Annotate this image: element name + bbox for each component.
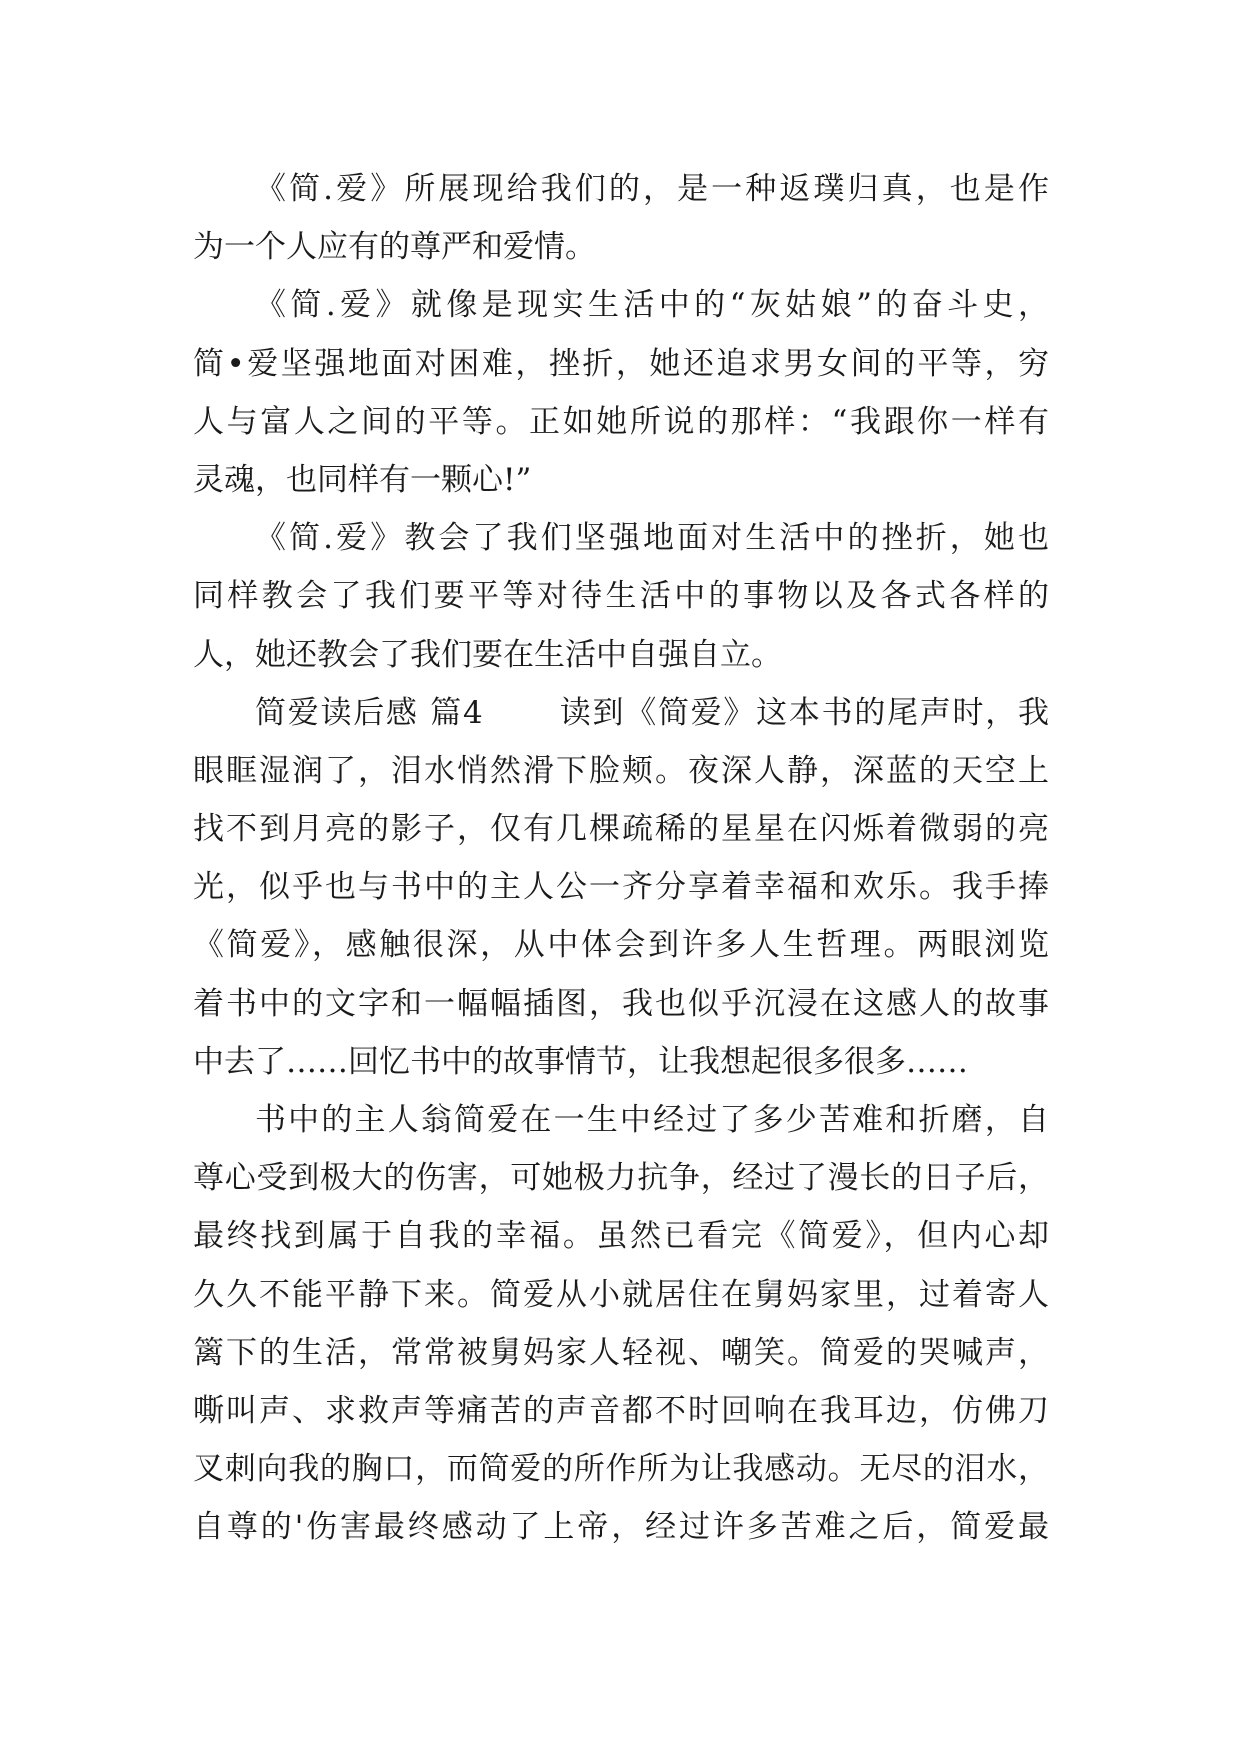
paragraph-line: 灵魂，也同样有一颗心!” — [193, 461, 532, 498]
paragraph-line: 《简.爱》就像是现实生活中的“灰姑娘”的奋斗史， — [255, 287, 1049, 324]
paragraph-line: 尊心受到极大的伤害，可她极力抗争，经过了漫长的日子后， — [193, 1160, 1049, 1197]
paragraph-line: 眼眶湿润了，泪水悄然滑下脸颊。夜深人静，深蓝的天空上 — [193, 752, 1049, 789]
paragraph-line: 找不到月亮的影子，仅有几棵疏稀的星星在闪烁着微弱的亮 — [193, 811, 1049, 848]
paragraph-line: 同样教会了我们要平等对待生活中的事物以及各式各样的 — [193, 578, 1049, 615]
body-text — [193, 160, 1049, 1557]
paragraph-line: 久久不能平静下来。简爱从小就居住在舅妈家里，过着寄人 — [193, 1276, 1049, 1313]
paragraph-line: 简•爱坚强地面对困难，挫折，她还追求男女间的平等，穷 — [193, 345, 1049, 382]
paragraph-line: 书中的主人翁简爱在一生中经过了多少苦难和折磨，自 — [255, 1102, 1049, 1138]
paragraph-line: 最终找到属于自我的幸福。虽然已看完《简爱》，但内心却 — [193, 1218, 1049, 1255]
paragraph-line: 人与富人之间的平等。正如她所说的那样：“我跟你一样有 — [193, 403, 1049, 440]
paragraph-line: 《简.爱》教会了我们坚强地面对生活中的挫折，她也 — [255, 520, 1049, 557]
paragraph-line: 自尊的'伤害最终感动了上帝，经过许多苦难之后，简爱最 — [193, 1509, 1049, 1546]
paragraph-line: 为一个人应有的尊严和爱情。 — [193, 229, 596, 266]
paragraph-line: 着书中的文字和一幅幅插图，我也似乎沉浸在这感人的故事 — [193, 985, 1049, 1022]
paragraph-line: 嘶叫声、求救声等痛苦的声音都不时回响在我耳边，仿佛刀 — [193, 1392, 1049, 1429]
paragraph-line: 叉刺向我的胸口，而简爱的所作所为让我感动。无尽的泪水， — [193, 1451, 1049, 1488]
paragraph-line: 《简爱》，感触很深，从中体会到许多人生哲理。两眼浏览 — [193, 927, 1049, 964]
paragraph-line: 人，她还教会了我们要在生活中自强自立。 — [193, 636, 782, 673]
paragraph-line: 中去了……回忆书中的故事情节，让我想起很多很多…… — [193, 1043, 968, 1080]
paragraph-line: 篱下的生活，常常被舅妈家人轻视、嘲笑。简爱的哭喊声， — [193, 1334, 1049, 1371]
paragraph-line: 《简.爱》所展现给我们的，是一种返璞归真，也是作 — [255, 171, 1049, 207]
paragraph-line: 简爱读后感 篇4 读到《简爱》这本书的尾声时，我 — [255, 694, 1049, 731]
paragraph-line: 光，似乎也与书中的主人公一齐分享着幸福和欢乐。我手捧 — [193, 869, 1049, 906]
